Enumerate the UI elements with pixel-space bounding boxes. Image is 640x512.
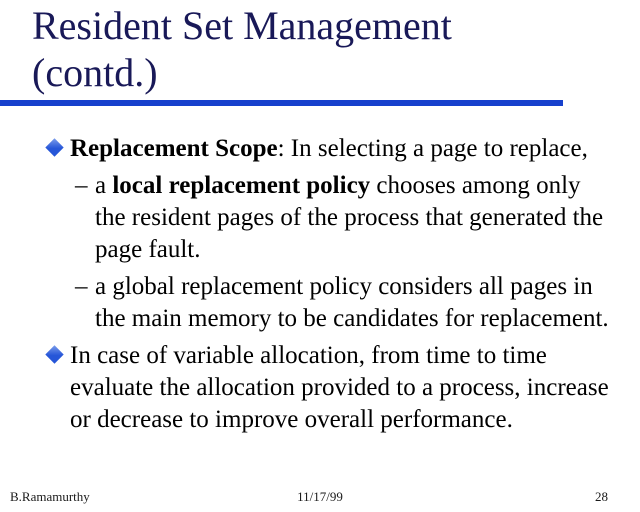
title-line-2: (contd.)	[32, 50, 158, 95]
bullet-text-line: or decrease to improve overall performance.	[70, 406, 513, 433]
bullet-marker	[45, 133, 70, 154]
bullet-item	[0, 133, 640, 165]
bullet-text	[95, 271, 609, 335]
title-underline-rule	[0, 100, 563, 106]
bullet-item	[0, 170, 640, 266]
bullet-marker	[45, 340, 70, 361]
bullet-text-line: a local replacement policy chooses among only	[95, 172, 581, 199]
bullet-text	[70, 133, 588, 165]
bullet-text-line: a global replacement policy considers all pages in	[95, 273, 593, 300]
diamond-bullet-icon	[45, 345, 63, 363]
bullet-text-line: page fault.	[95, 236, 201, 263]
bullet-text	[70, 340, 609, 436]
page-title	[32, 2, 452, 96]
bullet-text-line: Replacement Scope: In selecting a page to replace,	[70, 135, 588, 162]
dash-bullet-marker: –	[75, 172, 88, 199]
bullet-text-line: In case of variable allocation, from time to time	[70, 342, 547, 369]
bullet-item	[0, 340, 640, 436]
bullet-text-line: evaluate the allocation provided to a process, increase	[70, 374, 609, 401]
footer-date: 11/17/99	[297, 489, 343, 504]
bullet-list	[0, 133, 640, 441]
footer-author: B.Ramamurthy	[10, 489, 90, 504]
diamond-bullet-icon	[45, 138, 63, 156]
footer-page-number: 28	[595, 489, 608, 504]
title-line-1: Resident Set Management	[32, 3, 452, 48]
dash-bullet-marker: –	[75, 273, 88, 300]
bullet-text-line: the main memory to be candidates for replacement.	[95, 305, 609, 332]
bullet-text	[95, 170, 603, 266]
bullet-text-line: the resident pages of the process that generated the	[95, 204, 604, 231]
bullet-item	[0, 271, 640, 335]
